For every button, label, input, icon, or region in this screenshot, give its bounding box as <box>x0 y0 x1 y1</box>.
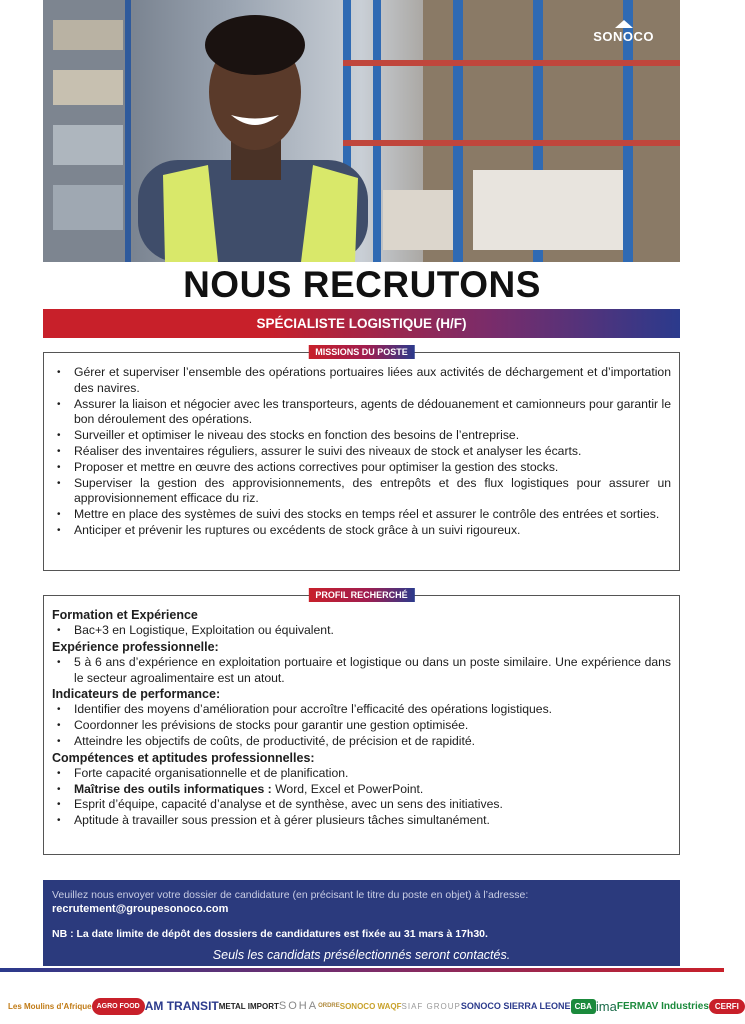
partner-logo-soha: SOHA <box>278 999 319 1012</box>
partner-logo-siaf-group: SIAF GROUP <box>401 1001 461 1011</box>
partner-logo-metal-import: METAL IMPORT <box>218 1001 279 1011</box>
partner-logo-agrofood: AGRO FOOD <box>92 998 145 1015</box>
hero-photo <box>43 0 680 262</box>
partner-logo-sonoco-sierra-leone: SONOCO SIERRA LEONE <box>460 1000 571 1011</box>
missions-section <box>43 347 680 571</box>
list-item: • 5 à 6 ans d’expérience en exploitation portuaire et logistique ou dans un poste similaire. Une expérience dans le secteur agroalimentaire est un atout. <box>52 655 671 687</box>
experience-list <box>52 655 671 687</box>
logo-triangle-icon <box>615 20 633 28</box>
list-item: • Coordonner les prévisions de stocks pour garantir une gestion optimisée. <box>52 718 671 734</box>
partner-logo-cba: CBA <box>571 999 596 1014</box>
competences-title: Compétences et aptitudes professionnelles: <box>52 750 315 765</box>
list-item: • Anticiper et prévenir les ruptures ou excédents de stock grâce à un suivi rigoureux. <box>52 523 671 539</box>
missions-tag: MISSIONS DU POSTE <box>308 345 415 359</box>
partner-logo-am-transit: AM TRANSIT <box>144 998 219 1013</box>
contact-intro: Veuillez nous envoyer votre dossier de candidature (en précisant le titre du poste en objet) à l’adresse: <box>52 889 529 901</box>
footer-stripe <box>0 968 724 972</box>
nb-label: NB : <box>52 928 74 940</box>
partner-logo-moulins: Les Moulins d’Afrique <box>8 1001 92 1011</box>
list-item <box>52 782 671 798</box>
list-item: • Mettre en place des systèmes de suivi des stocks en temps réel et assurer le contrôle des entrées et sorties. <box>52 507 671 523</box>
experience-title: Expérience professionnelle: <box>52 639 219 654</box>
partner-logo-cerfi: CERFI <box>709 999 745 1014</box>
indicateurs-list <box>52 702 671 749</box>
shortlist-note: Seuls les candidats présélectionnés seront contactés. <box>212 948 511 962</box>
job-title-bar: SPÉCIALISTE LOGISTIQUE (H/F) <box>43 309 680 338</box>
list-item: • Proposer et mettre en œuvre des actions correctives pour optimiser la gestion des stocks. <box>52 460 671 476</box>
list-item: • Superviser la gestion des approvisionnements, des entrepôts et des flux logistiques pour assurer un approvisionnement efficace du riz. <box>52 476 671 508</box>
warehouse-worker-illustration <box>43 0 680 262</box>
list-item: • Esprit d’équipe, capacité d’analyse et de synthèse, avec un sens des initiatives. <box>52 797 671 813</box>
skill-text: Word, Excel et PowerPoint. <box>271 781 424 796</box>
brand-name: SONOCO <box>593 29 654 44</box>
list-item: • Réaliser des inventaires réguliers, assurer le suivi des niveaux de stock et analyser les écarts. <box>52 444 671 460</box>
list-item: • Aptitude à travailler sous pression et à gérer plusieurs tâches simultanément. <box>52 813 671 829</box>
partner-logo-fermav: FERMAV Industries <box>616 1000 709 1012</box>
skill-label: Maîtrise des outils informatiques : <box>74 781 272 796</box>
partner-logo-sonoco-waqf: SONOCO WAQF <box>339 1001 402 1011</box>
list-item: • Assurer la liaison et négocier avec les transporteurs, agents de dédouanement et camionneurs pour garantir le bon déroulement des opérations. <box>52 397 671 429</box>
formation-list <box>52 623 671 639</box>
deadline-note <box>52 928 671 941</box>
partner-logo-ima: ima <box>595 998 617 1014</box>
list-item: • Atteindre les objectifs de coûts, de productivité, de précision et de rapidité. <box>52 734 671 750</box>
partner-logos <box>0 990 739 1022</box>
indicateurs-title: Indicateurs de performance: <box>52 687 221 702</box>
list-item: • Bac+3 en Logistique, Exploitation ou équivalent. <box>52 623 671 639</box>
partner-logo-ordre: ORDRE <box>318 1002 340 1009</box>
list-item: • Gérer et superviser l’ensemble des opérations portuaires liées aux activités de déchargement et d’importation des navires. <box>52 365 671 397</box>
contact-email-link[interactable]: recrutement@groupesonoco.com <box>52 903 229 915</box>
formation-title: Formation et Expérience <box>52 608 198 622</box>
list-item: • Identifier des moyens d’amélioration pour accroître l’efficacité des opérations logistiques. <box>52 702 671 718</box>
competences-list <box>52 766 671 829</box>
nb-text: La date limite de dépôt des dossiers de candidatures est fixée au 31 mars à 17h30. <box>73 928 488 940</box>
profil-section <box>43 590 680 855</box>
page-headline: NOUS RECRUTONS <box>183 264 541 305</box>
sonoco-logo <box>593 20 654 44</box>
profil-tag: PROFIL RECHERCHÉ <box>308 588 414 602</box>
application-contact-box <box>43 880 680 966</box>
list-item: • Surveiller et optimiser le niveau des stocks en fonction des besoins de l’entreprise. <box>52 428 671 444</box>
missions-list <box>52 365 671 539</box>
list-item: • Forte capacité organisationnelle et de planification. <box>52 766 671 782</box>
